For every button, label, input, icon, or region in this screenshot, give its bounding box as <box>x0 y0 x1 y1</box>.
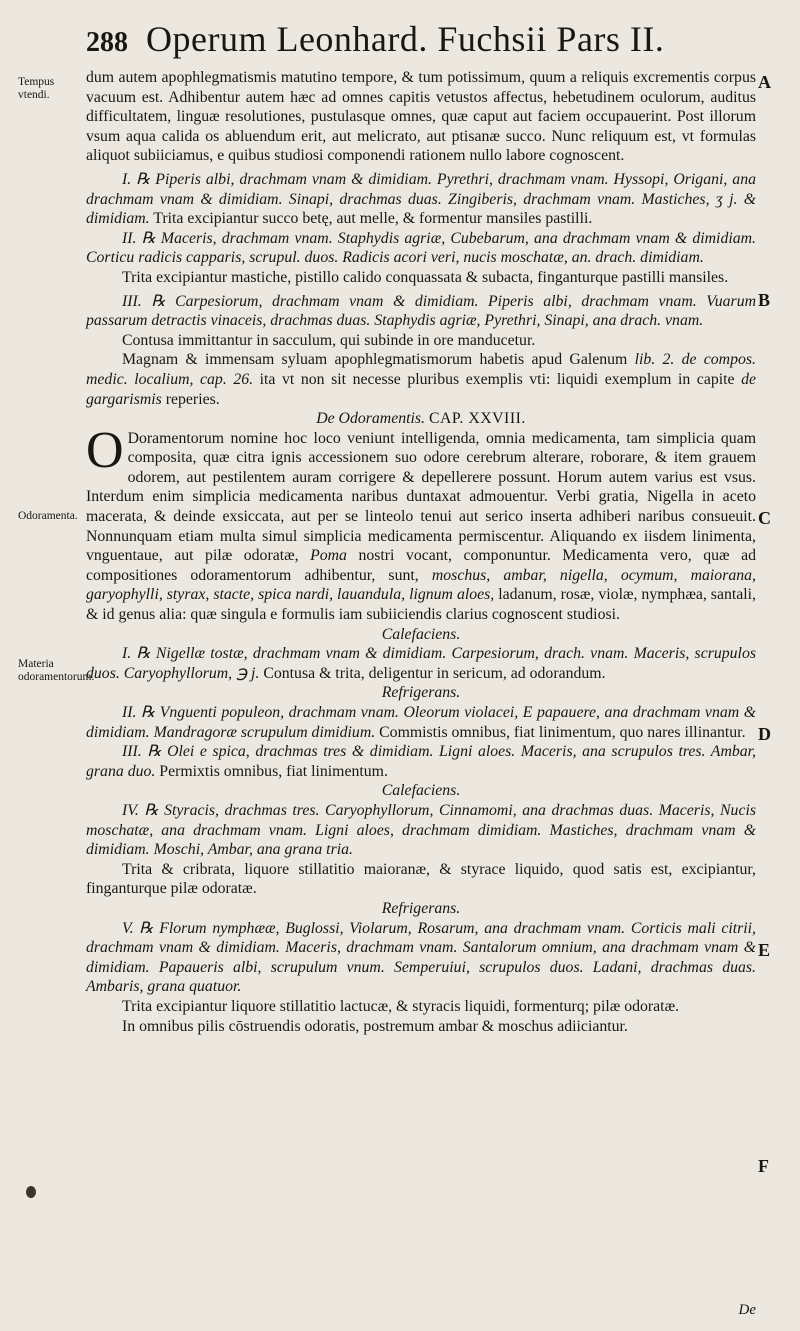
section-letter-a: A <box>758 72 771 92</box>
margin-note-materia: Materia odoramentorum. <box>18 658 95 683</box>
section-letter-e: E <box>758 940 771 960</box>
paragraph-intro: dum autem apophlegmatismis matutino tempore, & tum potissimum, quum a reliquis excrementis corpus vacuum est. Adhibentur autem hæc ad omnes capitis vetustos affectus, hebetudinem oculorum, auditus difficultatem, linguæ resolutiones, pustulasque omnes, quæ caput aut faciem occupauerint. Post illorum vsum aqua calida os abluendum erit, aut melicrato, aut ptisanæ succo. Nunc reliquum est, vt formulas aliquot subiiciamus, e quibus studiosi componendi rationem nullo labore cognoscent. <box>86 69 756 165</box>
formula-4: IV. ℞ Styracis, drachmas tres. Caryophyllorum, Cinnamomi, ana drachmas duas. Maceris, Nucis moschatæ, ana drachmam vnam. Ligni aloes, drachmam dimidiam. Mastiches, drachmam vnam & dimidiam. Moschi, Ambar, ana grana tria. <box>86 801 756 859</box>
recipe-1 <box>86 170 756 229</box>
paragraph-magnam: Magnam & immensam syluam apophlegmatismorum habetis apud Galenum lib. 2. de compos. medic. localium, cap. 26. ita vt non sit necesse pluribus exemplis vti: liquidi exemplum in capite de gargarismis reperies. <box>86 351 756 408</box>
galen-citation: lib. 2. de compos. medic. localium, cap. 26. <box>86 351 756 388</box>
subheading-refrigerans-2: Refrigerans. <box>381 899 461 917</box>
section-letter-b: B <box>758 290 771 310</box>
subheading-calefaciens-2: Calefaciens. <box>381 782 461 800</box>
chapter-title: De Odoramentis. <box>316 410 425 428</box>
page-header <box>86 18 786 66</box>
section-letter-f: F <box>758 1156 769 1176</box>
running-head: Operum Leonhard. Fuchsii Pars II. <box>146 19 665 59</box>
recipe-2 <box>86 229 756 268</box>
drop-cap: O <box>86 421 124 479</box>
formula-5: V. ℞ Florum nymphææ, Buglossi, Violarum, Rosarum, ana drachmam vnam. Corticis mali citrii, drachmam vnam & dimidiam. Maceris, drachmam vnam. Santalorum omnium, ana drachmam vnam & dimidiam. Papaueris albi, scrupulum vnum. Semperuiui, scrupulos duos. Ladani, drachmas duas. Ambaris, grana quatuor. <box>86 919 756 996</box>
catchword: De <box>738 1302 756 1318</box>
ink-blot <box>26 1186 36 1198</box>
subheading-refrigerans-1: Refrigerans. <box>381 684 461 702</box>
recipe-3-instructions: Contusa immittantur in sacculum, qui subinde in ore manducetur. <box>122 331 536 349</box>
margin-note-tempus: Tempus vtendi. <box>18 76 55 101</box>
recipe-2-ingredients: II. ℞ Maceris, drachmam vnam. Staphydis agriæ, Cubebarum, ana drachmam vnam & dimidiam. Corticu radicis capparis, scrupul. duos. Radicis acori veri, nucis moschatæ, an. drach. dimidiam. <box>86 229 756 267</box>
recipe-1-ingredients: I. ℞ Piperis albi, drachmam vnam & dimidiam. Pyrethri, drachmam vnam. Hyssopi, Origani, ana drachmam vnam & dimidiam. Sinapi, drachmas duas. Zingiberis, drachmam vnam. Mastiches, ʒ j. & dimidiam. <box>86 170 756 228</box>
recipe-3-ingredients: III. ℞ Carpesiorum, drachmam vnam & dimidiam. Piperis albi, drachmam vnam. Vuarum passarum detractis vinaceis, drachmas duas. Staphydis agriæ, Pyrethri, Sinapi, ana drach. vnam. <box>86 292 756 330</box>
section-letter-c: C <box>758 508 771 528</box>
paragraph-final: In omnibus pilis cōstruendis odoratis, postremum ambar & moschus adiiciantur. <box>122 1017 628 1035</box>
recipe-1-instructions: Trita excipiantur succo betę, aut melle, & formentur mansiles pastilli. <box>149 210 593 228</box>
main-text <box>86 68 756 1036</box>
recipe-3 <box>86 292 756 331</box>
formula-4-instructions: Trita & cribrata, liquore stillatitio maioranæ, & styrace liquido, quod satis est, excipiantur, finganturque pilæ odoratæ. <box>86 860 756 898</box>
section-letter-d: D <box>758 724 771 744</box>
ingredient-list: moschus, ambar, nigella, ocymum, maiorana, garyophylli, styrax, stacte, spica nardi, lauandula, lignum aloes, <box>86 566 756 604</box>
subheading-calefaciens-1: Calefaciens. <box>381 625 461 643</box>
page-number: 288 <box>86 27 128 58</box>
formula-3: III. ℞ Olei e spica, drachmas tres & dimidiam. Ligni aloes. Maceris, ana scrupulos tres. Ambar, grana duo. Permixtis omnibus, fiat linimentum. <box>86 743 756 780</box>
chapter-heading <box>86 409 756 429</box>
paragraph-odoramenta: O Doramentorum nomine hoc loco veniunt intelligenda, omnia medicamenta, tam simplicia quam composita, quæ citra ignis accessionem suo odore cerebrum alterare, roborare, & item grauem odorem, aut pestilentem auram corrigere & depellerere possunt. Horum autem varius est vsus. Interdum enim simplicia medicamenta naribus duntaxat admouentur. Verbi gratia, Nigella in aceto macerata, & deinde exsiccata, aut per se linteolo tenui aut serico inserta adhiberi naribus consueuit. Nonnunquam etiam multa simul simplicia medicamenta permiscentur. Aliquando ex iisdem linimenta, vnguentaue, aut pilæ odoratæ, Poma nostri vocant, componuntur. Medicamenta vero, quæ ad compositiones odoramentorum adhibentur, sunt, moschus, ambar, nigella, ocymum, maiorana, garyophylli, styrax, stacte, spica nardi, lauandula, lignum aloes, ladanum, rosæ, violæ, nymphæa, santali, & id genus alia: quæ singula e formulis iam subiiciendis clarius cognoscent studiosi. <box>86 421 756 624</box>
formula-5-instructions: Trita excipiantur liquore stillatitio lactucæ, & styracis liquidi, formenturq; pilæ odoratæ. <box>122 997 680 1015</box>
formula-1: I. ℞ Nigellæ tostæ, drachmam vnam & dimidiam. Carpesiorum, drach. vnam. Maceris, scrupulos duos. Caryophyllorum, ℈ j. Contusa & trita, deligentur in sericum, ad odorandum. <box>86 645 756 682</box>
formula-2: II. ℞ Vnguenti populeon, drachmam vnam. Oleorum violacei, E papauere, ana drachmam vnam & dimidiam. Mandragoræ scrupulum dimidium. Commistis omnibus, fiat linimentum, quo nares illinantur. <box>86 704 756 741</box>
term-poma: Poma <box>310 547 347 565</box>
chapter-number: CAP. XXVIII. <box>428 410 526 428</box>
recipe-2-instructions: Trita excipiantur mastiche, pistillo calido conquassata & subacta, finganturque pastilli mansiles. <box>122 268 729 286</box>
margin-note-odoramenta: Odoramenta. <box>18 510 78 522</box>
cross-reference: de gargarismis <box>86 370 756 408</box>
